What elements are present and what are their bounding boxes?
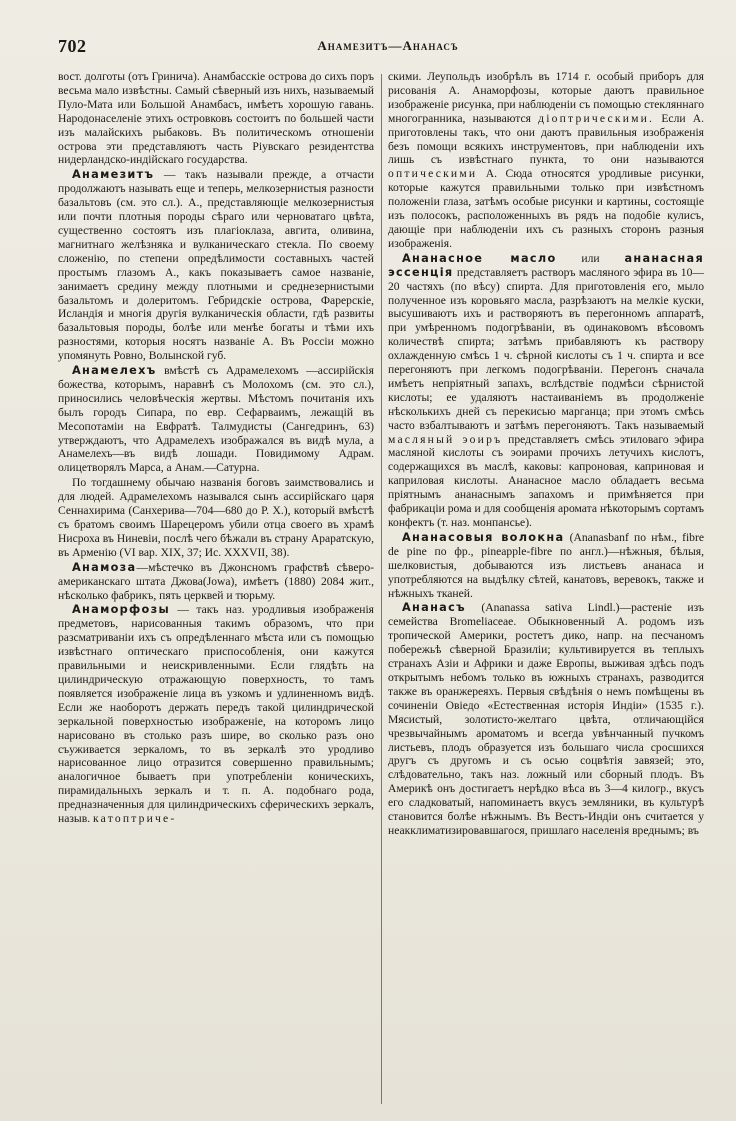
entry-anamelekh-paragraph: По тогдашнему обычаю названія боговъ заимствовались и для людей. Адрамелехомъ назывался сынъ ассирійскаго царя Сеннахирима (Санхерива—704—680 до Р. Х.), который вмѣстѣ съ братомъ своимъ Шарецеромъ убили отца своего въ храмѣ Нисроха въ Ниневіи, послѣ чего бѣжали въ страну Араратскую, въ Арменію (VI вар. XIX, 37; Ис. XXXVII, 38). [58, 476, 374, 559]
left-column [58, 70, 374, 1110]
headword: Анамоза [72, 560, 137, 574]
entry-text: скими. Леупольдъ изобрѣлъ въ 1714 г. особый приборъ для рисованія А. Анаморфозы, которые даютъ правильное изображеніе рисунка, при наблюденіи съ помощью стекляннаго многогранника, называются [388, 70, 704, 125]
spaced-term: масляный эоиръ [388, 432, 503, 446]
right-column [388, 70, 704, 1110]
running-head: Анамезитъ—Ананасъ [317, 38, 459, 53]
headword: Анамезитъ [72, 168, 155, 182]
entry-text: — такъ наз. уродливыя изображенія предметовъ, нарисованныя такимъ образомъ, что при разсматриваніи ихъ съ опредѣленнаго мѣста или съ помощью извѣстнаго оптическаго приспособленія, они кажутся правильными и неискривленными. Если глядѣть на цилиндрическую отражающую поверхность, то тамъ появляется изображеніе лица въ узкомъ и удлиненномъ видѣ. Если же наоборотъ держать передъ такой цилиндрической зеркальной поверхностью изображеніе, на которомъ лицо нарисовано въ столько разъ шире, во сколько разъ оно съуживается зеркаломъ, то въ зеркалѣ это уродливо нарисованное лицо отразится совершенно правильнымъ; аналогичное бываетъ при употребленіи коническихъ, пирамидальныхъ зеркалъ и т. п. А. подобнаго рода, предназначенныя для цилиндрическихъ сферическихъ зеркалъ, назыв. [58, 603, 374, 826]
headword: Анамелехъ [72, 364, 157, 378]
entry-text: (Ananasbanf по нѣм., fibre de pine по фр., pineapple-fibre по англ.)—нѣжныя, бѣлыя, шелковистыя, добываются изъ листьевъ ананаса и употребляются на выдѣлку сѣтей, канатовъ, веревокъ, также и нѣжныхъ тканей. [388, 530, 704, 600]
headword: Ананасное масло [402, 251, 557, 265]
headword: Ананасъ [402, 601, 466, 615]
entry-anamorfozy-continuation [388, 70, 704, 251]
entry-ananas [388, 601, 704, 837]
entry-anambas-continuation: вост. долготы (отъ Гринича). Анамбасскіе острова до сихъ поръ весьма мало извѣстны. Самый сѣверный изъ нихъ, называемый Пуло-Мата или Большой Анамбасъ, имѣетъ хорошую гавань. Народонаселеніе этихъ островковъ состоитъ по большей части изъ малайскихъ рыбаковъ. Въ политическомъ отношеніи острова эти представляютъ часть Ріувскаго резидентства нидерландско-индійскаго государства. [58, 70, 374, 167]
column-divider [381, 74, 382, 1104]
entry-text: вмѣстѣ съ Адрамелехомъ —ассирійскія божества, которымъ, наравнѣ съ Молохомъ (см. это сл.), приносились человѣческія жертвы. Мѣстомъ почитанія ихъ былъ городъ Сипара, по евр. Сефарваимъ, лежащій въ Месопотаміи на Евфратѣ. Талмудисты (Сангедринъ, 63) утверждаютъ, что Адрамелехъ изображался въ видѣ мула, а Анамелехъ—въ видѣ лошади. Повидимому Адрам. олицетворялъ Марса, а Анам.—Сатурна. [58, 364, 374, 475]
entry-ananasovye-volokna [388, 531, 704, 601]
entry-text: —мѣстечко въ Джонсномъ графствѣ сѣверо-американскаго штата Джова(Jowa), имѣетъ (1880) 2084 жит., нѣсколько фабрикъ, пять церквей и тюрьму. [58, 560, 374, 602]
entry-text: представляетъ смѣсь этиловаго эфира масляной кислоты съ эоирами прочихъ летучихъ кислотъ, содержащихся въ маслѣ, каковы: капроновая, каприновая и каприловая кислоты. Ананасное масло обладаетъ весьма пріятнымъ ананаснымъ запахомъ и примѣняется при фабрикаціи рома и для сообщенія аромата нѣкоторымъ сортамъ конфектъ (т. наз. монпансье). [388, 432, 704, 529]
page-header [0, 36, 736, 62]
entry-text: Если А. приготовлены такъ, что они даютъ правильныя изображенія безъ помощи всякихъ инструментовъ, при наблюденіи ихъ лишь съ извѣстнаго пункта, то они называются [388, 111, 704, 167]
entry-text: или [556, 251, 625, 265]
entry-anamorfozy [58, 603, 374, 826]
entry-text: А. Сюда относятся уродливые рисунки, которые кажутся правильными только при извѣстномъ положеніи глаза, затѣмъ особые рисунки и картины, состоящіе изъ полосокъ, расположенныхъ въ рядъ на подобіе кулисъ, дающіе при наблюденіи ихъ съ разныхъ сторонъ разныя изображенія. [388, 167, 704, 250]
headword: ананасная эссенція [388, 251, 704, 279]
headword: Анаморфозы [72, 603, 171, 617]
spaced-term: оптическими [388, 167, 478, 181]
page-number: 702 [58, 36, 87, 56]
headword: Ананасовыя волокна [402, 530, 565, 544]
entry-ananasnoe-maslo [388, 252, 704, 530]
entry-text: представляетъ растворъ масляного эфира въ 10—20 частяхъ (по вѣсу) спирта. Для приготовленія его, мыло полученное изъ коровьяго масла, разрѣзаютъ на мелкіе куски, высушиваютъ ихъ и растворяютъ въ перегонномъ аппаратѣ, при умѣренномъ подогрѣваніи, въ одинаковомъ вѣсовомъ количествѣ спирта; затѣмъ прибавляютъ къ раствору охлажденную смѣсь 1 ч. сѣрной кислоты съ 1 ч. спирта и все перегоняютъ при легкомъ подогрѣваніи. Перегонъ сначала имѣетъ непріятный запахъ, вслѣдствіе подмѣси сѣрнистой кислоты; ее удаляютъ настаиваніемъ въ продолженіе нѣсколькихъ дней съ перекисью марганца; при этомъ смѣсь часто взбалтываютъ и затѣмъ перегоняютъ. Такъ называемый [388, 265, 704, 432]
entry-anamoza [58, 561, 374, 603]
spaced-term: діоптрическими. [538, 111, 655, 125]
entry-anamezit [58, 168, 374, 363]
entry-anamelekh [58, 364, 374, 475]
entry-text: (Ananassa sativa Lindl.)—растеніе изъ семейства Bromeliaceae. Обыкновенный А. родомъ изъ тропической Америки, ростетъ дико, напр. на песчаномъ побережьѣ сѣверной Бразиліи; культивируется въ теплыхъ странахъ Азіи и Африки и даже Европы, выживая здѣсь подъ открытымъ небомъ только въ южныхъ странахъ, разводится также въ оранжереяхъ. Первыя свѣдѣнія о немъ помѣщены въ сочиненіи Овіедо «Естественная исторія Индіи» (1535 г.). Мясистый, золотисто-желтаго цвѣта, отличающійся чрезвычайнымъ ароматомъ и всегда увѣнчанный пучкомъ листьевъ, плодъ образуется изъ большаго числа сросшихся другъ съ другомъ и съ осью соцвѣтія завязей; это, слѣдовательно, такъ наз. ложный или сборный плодъ. Въ Америкѣ онъ достигаетъ нерѣдко вѣса въ 3—4 килогр., вкусъ его сладковатый, напоминаетъ вкусъ земляники, въ культурѣ становится болѣе нѣжнымъ. Въ Вестъ-Индіи онъ считается у неакклиматизировавшагося, пришлаго населенія вреднымъ; въ [388, 601, 704, 837]
entry-text: — такъ называли прежде, а отчасти продолжаютъ называть еще и теперь, мелкозернистыя разности базальтовъ (см. это сл.). А., представляющіе мелкозернистыя или почти плотныя породы сѣраго или черноватаго цвѣта, существенно состоятъ изъ плагіоклаза, авгита, оливина, магнитнаго желѣзняка и вулканическаго стекла. По своему сложенію, по степени опредѣлимости составныхъ частей простымъ глазомъ А., какъ показываетъ самое названіе, занимаетъ средину между плотными и среднезернистыми базальтомъ и долеритомъ. Гебридскіе острова, Фарерскіе, Исландія и многія другія вулканическія области, гдѣ развиты базальтовыя породы, болѣе или менѣе богаты и тѣми ихъ разностями, которыя носятъ названіе А. Въ Россіи можно упомянуть Ровно, Волынской губ. [58, 168, 374, 363]
spaced-term: катоптриче- [93, 812, 177, 826]
